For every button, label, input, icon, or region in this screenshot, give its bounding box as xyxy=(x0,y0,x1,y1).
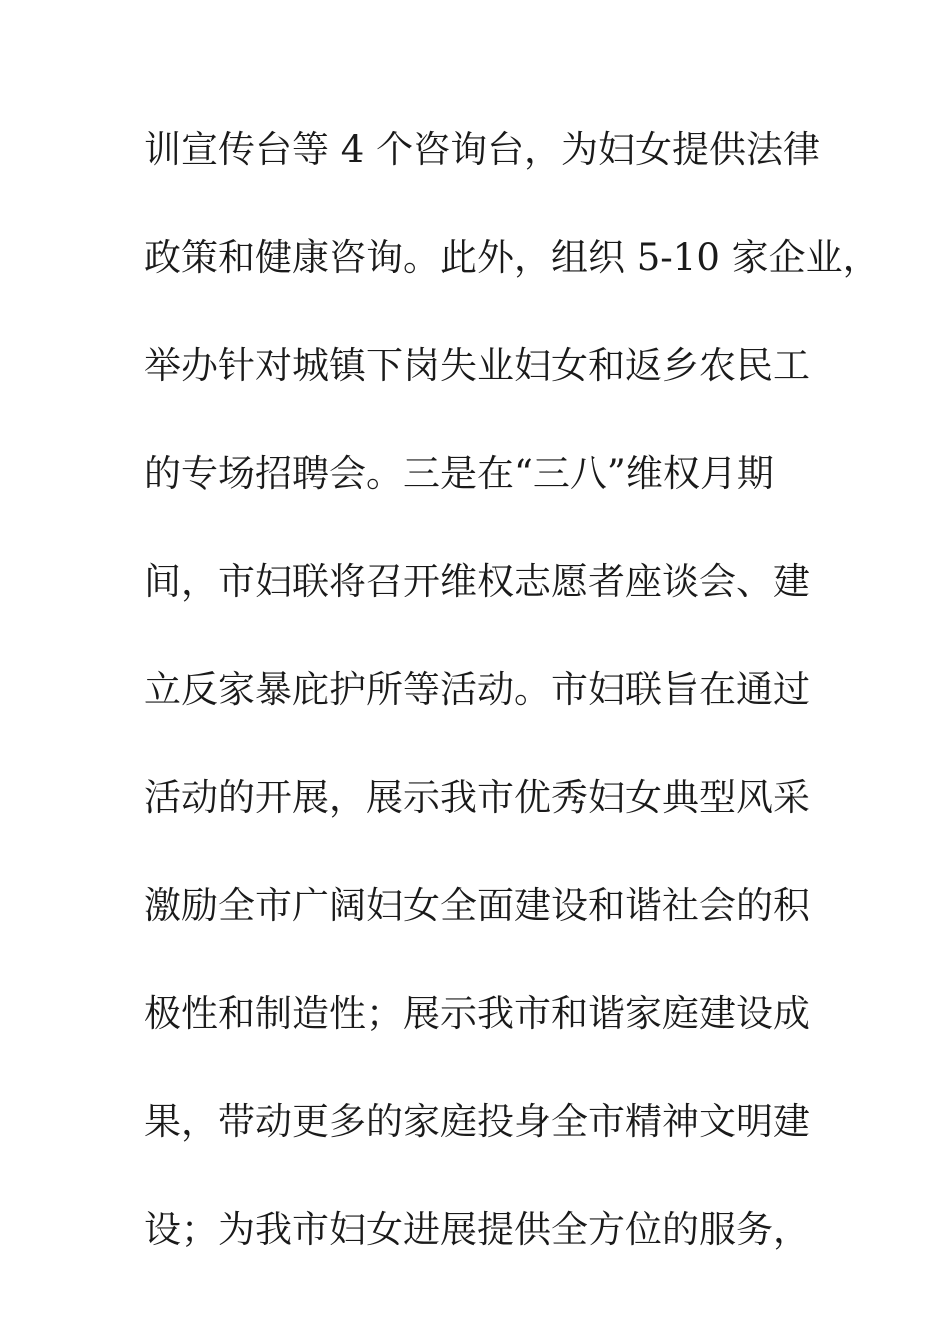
text-line: 举办针对城镇下岗失业妇女和返乡农民工 xyxy=(144,344,810,387)
text-line: 果，带动更多的家庭投身全市精神文明建 xyxy=(144,1100,810,1143)
text-line: 活动的开展，展示我市优秀妇女典型风采 xyxy=(144,776,810,819)
text-line: 设；为我市妇女进展提供全方位的服务， xyxy=(144,1208,810,1251)
text-line: 立反家暴庇护所等活动。市妇联旨在通过 xyxy=(144,668,810,711)
text-line: 政策和健康咨询。此外，组织 5-10 家企业， xyxy=(144,236,880,279)
text-line: 训宣传台等 4 个咨询台，为妇女提供法律 xyxy=(144,128,821,171)
text-line: 激励全市广阔妇女全面建设和谐社会的积 xyxy=(144,884,810,927)
text-line: 极性和制造性；展示我市和谐家庭建设成 xyxy=(144,992,810,1035)
text-line: 的专场招聘会。三是在“三八”维权月期 xyxy=(144,452,774,495)
body-text xyxy=(144,123,880,1311)
text-line: 间，市妇联将召开维权志愿者座谈会、建 xyxy=(144,560,810,603)
